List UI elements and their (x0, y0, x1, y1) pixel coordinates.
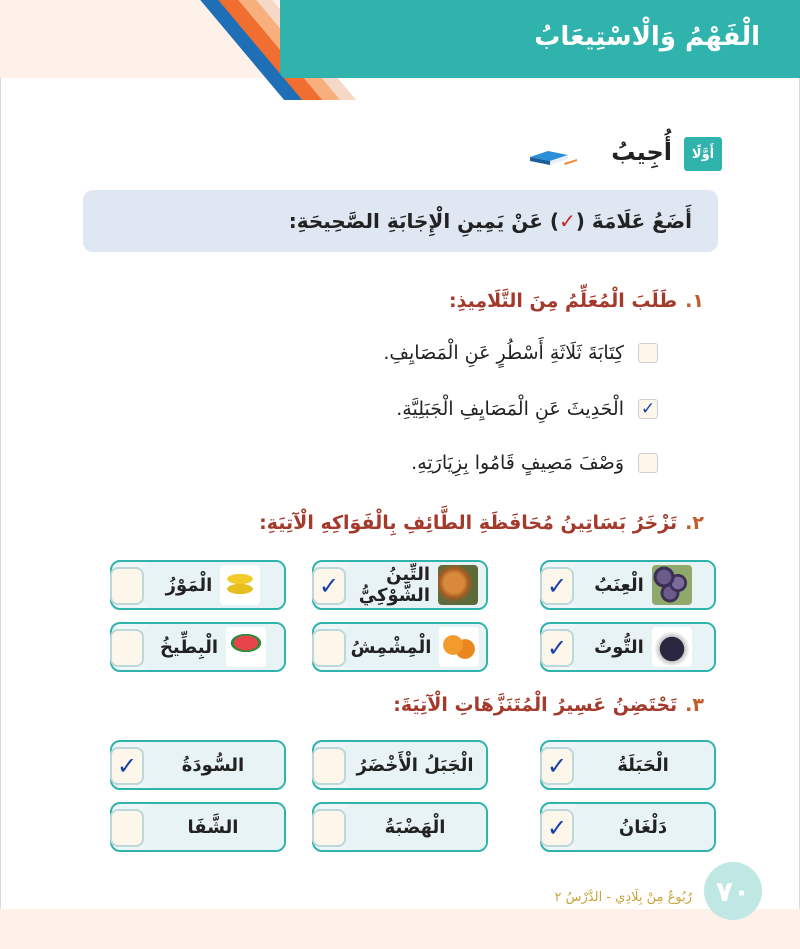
card-body (344, 742, 486, 788)
grapes-icon (652, 565, 692, 605)
footer-lesson: رُبُوعٌ مِنْ بِلَادِي - الدَّرْسُ ٢ (554, 890, 692, 905)
card-label: التُّوتُ (594, 636, 644, 658)
instruction-box (83, 190, 718, 252)
card-label: دَلْغَانُ (618, 816, 668, 838)
fruit-card-prickly-pear (312, 560, 488, 610)
card-body (142, 804, 284, 850)
q1-option-2-checkbox[interactable]: ✓ (638, 399, 658, 419)
fruit-banana-checkbox[interactable] (110, 567, 144, 605)
card-label: السُّودَةُ (181, 754, 245, 776)
fruit-watermelon-checkbox[interactable] (110, 629, 144, 667)
park-card-habala (540, 740, 716, 790)
card-body (344, 562, 486, 608)
q1-option-3 (411, 452, 658, 474)
question-number: ٢. (685, 512, 704, 534)
question-number: ٣. (685, 694, 704, 716)
berries-icon (652, 627, 692, 667)
card-label: التِّينُ الشَّوْكِيُّ (358, 564, 430, 606)
card-body (572, 624, 714, 670)
q1-option-3-checkbox[interactable] (638, 453, 658, 473)
card-label: الْهَضْبَةُ (384, 816, 446, 838)
checkmark-icon: ✓ (558, 209, 576, 233)
park-card-dalghan (540, 802, 716, 852)
card-label: الْحَبَلَةُ (617, 754, 669, 776)
card-label: الْمِشْمِشُ (350, 636, 432, 658)
question-text: تَحْتَضِنُ عَسِيرُ الْمُتَنَزَّهَاتِ الْآتِيَةَ: (393, 694, 678, 716)
card-body (142, 624, 284, 670)
card-body (344, 624, 486, 670)
fruit-card-watermelon (110, 622, 286, 672)
prickly-pear-icon (438, 565, 478, 605)
apricot-icon (439, 627, 479, 667)
footer-band (0, 909, 800, 949)
card-body (142, 742, 284, 788)
card-body (572, 804, 714, 850)
question-3 (393, 694, 704, 716)
option-label: وَصْفَ مَصِيفٍ قَامُوا بِزِيَارَتِهِ. (411, 452, 624, 474)
question-text: تَزْخَرُ بَسَاتِينُ مُحَافَظَةِ الطَّائِفِ بِالْفَوَاكِهِ الْآتِيَةِ: (259, 512, 678, 534)
card-label: الْعِنَبُ (594, 574, 644, 596)
park-shafa-checkbox[interactable] (110, 809, 144, 847)
card-label: الشَّفَا (187, 816, 239, 838)
banana-icon (220, 565, 260, 605)
fruit-card-banana (110, 560, 286, 610)
park-hadabah-checkbox[interactable] (312, 809, 346, 847)
question-2 (259, 512, 704, 534)
park-habala-checkbox[interactable]: ✓ (540, 747, 574, 785)
book-pencil-icon (528, 145, 578, 167)
fruit-prickly-pear-checkbox[interactable]: ✓ (312, 567, 346, 605)
page-number: ٧٠ (704, 862, 762, 920)
q1-option-2 (396, 398, 658, 420)
header-band (280, 0, 800, 78)
card-label: الْجَبَلُ الْأَخْضَرُ (356, 754, 474, 776)
option-label: كِتَابَةَ ثَلَاثَةِ أَسْطُرٍ عَنِ الْمَصَايِفِ. (383, 342, 624, 364)
question-text: طَلَبَ الْمُعَلِّمُ مِنَ التَّلَامِيذِ: (449, 290, 678, 312)
question-number: ١. (685, 290, 704, 312)
question-1 (449, 290, 704, 312)
section-tag: أَوَّلًا (684, 137, 722, 171)
watermelon-icon (226, 627, 266, 667)
fruit-berries-checkbox[interactable]: ✓ (540, 629, 574, 667)
fruit-card-berries (540, 622, 716, 672)
page-title: الْفَهْمُ وَالْاسْتِيعَابُ (534, 22, 760, 52)
q1-option-1-checkbox[interactable] (638, 343, 658, 363)
card-body (142, 562, 284, 608)
card-body (572, 742, 714, 788)
instruction-text-end: ) عَنْ يَمِينِ الْإِجَابَةِ الصَّحِيحَةِ: (288, 209, 559, 233)
fruit-card-grapes (540, 560, 716, 610)
instruction-text-start: أَضَعُ عَلَامَةَ ( (575, 209, 692, 233)
park-dalghan-checkbox[interactable]: ✓ (540, 809, 574, 847)
park-soudah-checkbox[interactable]: ✓ (110, 747, 144, 785)
option-label: الْحَدِيثَ عَنِ الْمَصَايِفِ الْجَبَلِيَّةِ. (396, 398, 624, 420)
park-card-green-mountain (312, 740, 488, 790)
park-card-hadabah (312, 802, 488, 852)
section-title: أُجِيبُ (611, 138, 672, 166)
card-label: الْمَوْزُ (165, 574, 213, 596)
card-body (344, 804, 486, 850)
q1-option-1 (383, 342, 658, 364)
park-card-shafa (110, 802, 286, 852)
fruit-card-apricot (312, 622, 488, 672)
card-label: الْبِطِّيخُ (159, 636, 219, 658)
park-green-mountain-checkbox[interactable] (312, 747, 346, 785)
card-body (572, 562, 714, 608)
park-card-soudah (110, 740, 286, 790)
fruit-grapes-checkbox[interactable]: ✓ (540, 567, 574, 605)
fruit-apricot-checkbox[interactable] (312, 629, 346, 667)
